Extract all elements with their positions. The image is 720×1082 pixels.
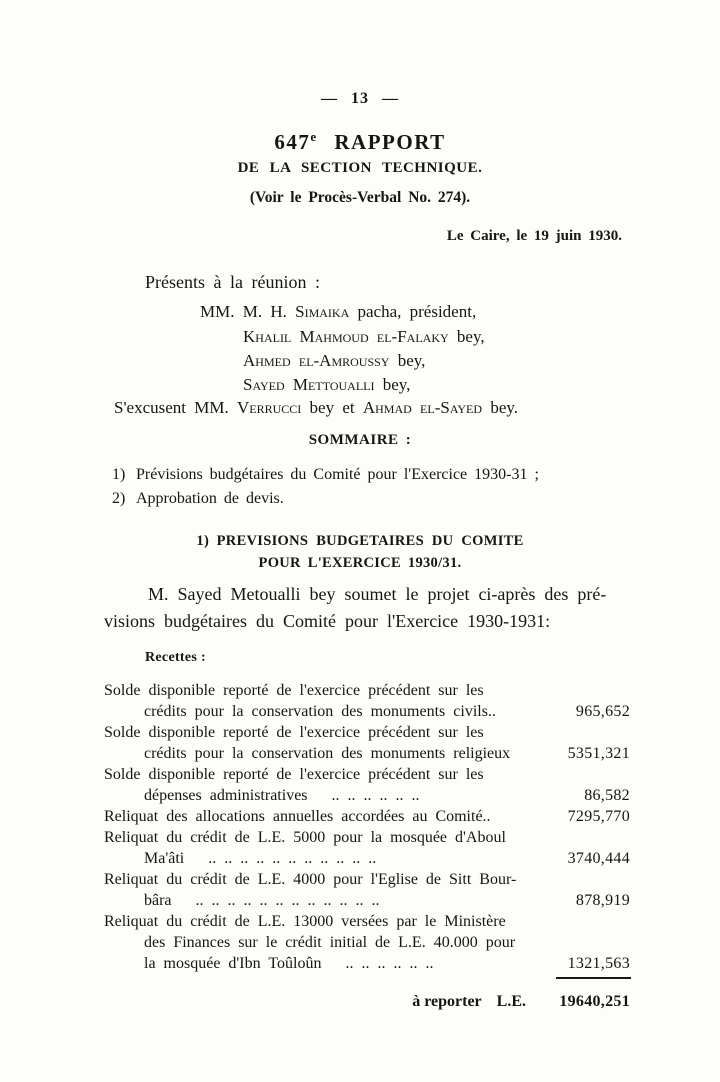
attendee-suffix: pacha, président, — [349, 302, 477, 321]
ledger-line: Solde disponible reporté de l'exercice précédent sur les — [104, 682, 484, 699]
total-currency: L.E. — [496, 993, 526, 1010]
ledger-entry — [104, 806, 630, 827]
section-heading-line1: 1) PREVISIONS BUDGETAIRES DU COMITE — [196, 533, 524, 549]
ledger-amount: 5351,321 — [567, 745, 630, 762]
ledger-amount: 1321,563 — [567, 955, 630, 972]
proces-verbal-reference: (Voir le Procès-Verbal No. 274). — [249, 189, 471, 206]
ledger-amount: 3740,444 — [567, 850, 630, 867]
ledger-entry — [104, 869, 630, 911]
attendee-line — [243, 327, 485, 347]
total-label: à reporter — [412, 993, 482, 1010]
ledger-line: Reliquat des allocations annuelles accordées au Comité.. — [104, 808, 491, 825]
ledger-line: Solde disponible reporté de l'exercice précédent sur les — [104, 724, 484, 741]
excused-text: S'excusent MM. — [114, 398, 237, 417]
section-heading-line2: POUR L'EXERCICE 1930/31. — [258, 555, 462, 571]
report-subtitle: DE LA SECTION TECHNIQUE. — [237, 160, 483, 176]
ledger-line: Reliquat du crédit de L.E. 13000 versées par le Ministère — [104, 913, 506, 930]
ledger-entry — [104, 764, 630, 806]
total-rule — [556, 977, 631, 979]
attendee-name: Simaika — [295, 302, 350, 321]
sommaire-item — [112, 490, 284, 508]
report-title — [0, 129, 720, 155]
ledger-entry — [104, 722, 630, 764]
sommaire-item-number: 2) — [112, 490, 126, 507]
attendee-suffix: bey, — [448, 327, 485, 346]
attendee-line — [200, 302, 476, 322]
paragraph-line: visions budgétaires du Comité pour l'Exercice 1930-1931: — [104, 611, 551, 631]
ledger-line: crédits pour la conservation des monuments religieux — [144, 745, 511, 762]
ledger-amount: 965,652 — [575, 703, 630, 720]
ledger-amount: 86,582 — [584, 787, 630, 804]
ledger-line: des Finances sur le crédit initial de L.E. 40.000 pour — [144, 934, 516, 951]
sommaire-heading: SOMMAIRE : — [308, 432, 412, 448]
paragraph-line: M. Sayed Metoualli bey soumet le projet ci-après des pré- — [148, 584, 607, 604]
attendee-line — [243, 375, 410, 395]
ledger-amount: 7295,770 — [567, 808, 630, 825]
total-line — [412, 993, 630, 1011]
attendee-name: Khalil Mahmoud el-Falaky — [243, 327, 449, 346]
recettes-section-label: Recettes : — [145, 650, 206, 665]
excused-line — [114, 398, 518, 418]
sommaire-item-number: 1) — [112, 466, 126, 483]
attendee-suffix: bey, — [374, 375, 411, 394]
excused-name: Ahmad el-Sayed — [362, 398, 483, 417]
ledger-entry — [104, 680, 630, 722]
report-word: RAPPORT — [334, 130, 446, 154]
ledger-line: dépenses administratives .. .. .. .. .. .. — [144, 787, 420, 804]
ledger-line: Reliquat du crédit de L.E. 5000 pour la mosquée d'Aboul — [104, 829, 506, 846]
attendee-line — [243, 351, 425, 371]
excused-text: bey et — [301, 398, 363, 417]
excused-text: bey. — [482, 398, 519, 417]
ledger-line: Solde disponible reporté de l'exercice précédent sur les — [104, 766, 484, 783]
ledger-line: Ma'âti .. .. .. .. .. .. .. .. .. .. .. — [144, 850, 377, 867]
sommaire-item — [112, 466, 539, 484]
ledger-line: crédits pour la conservation des monuments civils.. — [144, 703, 496, 720]
attendee-prefix: MM. M. H. — [200, 302, 296, 321]
attendee-name: Sayed Mettoualli — [243, 375, 375, 394]
dateline: Le Caire, le 19 juin 1930. — [446, 228, 622, 244]
attendee-suffix: bey, — [389, 351, 426, 370]
attendance-intro: Présents à la réunion : — [145, 272, 320, 292]
total-amount: 19640,251 — [559, 993, 630, 1010]
attendee-name: Ahmed el-Amroussy — [243, 351, 390, 370]
ledger-entry — [104, 827, 630, 869]
ledger-line: bâra .. .. .. .. .. .. .. .. .. .. .. .. — [144, 892, 380, 909]
ledger-entry — [104, 911, 630, 974]
report-ordinal-superscript: e — [310, 129, 318, 144]
page-number: — 13 — — [321, 90, 399, 107]
ledger-line: la mosquée d'Ibn Toûloûn .. .. .. .. .. .. — [144, 955, 434, 972]
ledger-line: Reliquat du crédit de L.E. 4000 pour l'Eglise de Sitt Bour- — [104, 871, 517, 888]
sommaire-item-text: Approbation de devis. — [136, 490, 284, 507]
recettes-ledger — [104, 680, 630, 974]
ledger-amount: 878,919 — [575, 892, 630, 909]
report-number: 647 — [274, 130, 311, 154]
excused-name: Verrucci — [236, 398, 302, 417]
sommaire-item-text: Prévisions budgétaires du Comité pour l'Exercice 1930-31 ; — [136, 466, 539, 483]
